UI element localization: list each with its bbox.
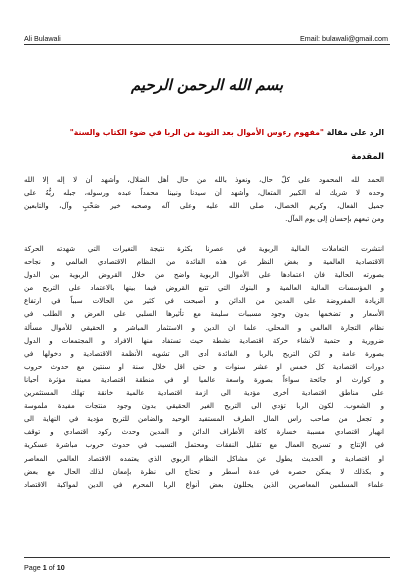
header-divider	[24, 44, 390, 45]
text-line: و كوارث او جائحة سواءاً بصورة واسعة عالميا او في منطقة اقتصادية معينة مؤثرة أحيانا	[24, 374, 384, 384]
text-line: الاقتصادية العالمية و بغض النظر عن هذه القائدة من النظام الاقتصادي العالمي و نجاحه	[24, 257, 384, 267]
text-line: بصورة عامة و لكن التربح بالربا و الفائدة أدى الى تشويه الأنظمة الاقتصادية و دخولها في	[24, 348, 384, 358]
text-line: و الشعوب. لكون الربا تؤدي الى التربح الغير الحقيقي بدون وجود منتجات مفيدة ملموسة	[24, 401, 384, 411]
text-line: انهيار اقتصادي مسببة خسارة كافة الأطراف الدائن و المدين وحدث ركود اقتصادي و توقف	[24, 427, 384, 437]
paragraph-1	[24, 173, 384, 225]
text-line: الزيادة المفروضة على المدين من الدائن و أصبحت في كثير من الحالات سبباً في ارتفاع	[24, 296, 384, 306]
text-line: انتشرت التعاملات المالية الربوية في عصرنا بكثرة نتيجة التغيرات التي شهدته الحركة	[24, 244, 384, 253]
text-line: بصورته الحالية فان اعتمادها على الأموال الربوية واضح من خلال القروض الربوية بين الدول	[24, 270, 384, 280]
page-total: 10	[56, 563, 65, 572]
article-title	[24, 128, 384, 137]
text-line: و تجعل من صاحب راس المال الطرف المستفيد الوحيد والضامن للتربح مؤدية في النهاية الى	[24, 414, 384, 424]
paragraph-2	[24, 242, 384, 491]
text-line: في الإنتاج و تسريح العمال مع تقليل النفقات ومحتمل التسبب في حدوث حروب مباشرة عسكرية	[24, 440, 384, 450]
text-line: جميل الفعال، وكريم الخصال، صلى الله عليه وعلى آله وصحبه خير صَحْبٍ وآل، والتابعين	[24, 201, 384, 211]
text-line: ضرورية و حتمية لأنشاء حركة اقتصادية نشطة حيث تستفاد منها الافراد و المجتمعات و الدول	[24, 335, 384, 345]
text-line: نظام التجارة العالمي و المحلي. علما ان الدين و الاستثمار المباشر و الحقيقي للأموال مسألة	[24, 322, 384, 332]
text-line: و المؤسسات المالية العالمية و البنوك التي تتبع القروض فيما بينها بالاعتماد على التربح من	[24, 283, 384, 293]
title-prefix: الرد على مقالة	[326, 128, 384, 137]
title-quote: "مفهوم رءوس الأموال بعد التوبة من الربا في ضوء الكتاب والسنة"	[69, 128, 324, 137]
text-line: وحده لا شريك له الكبير المتعال، وأشهد أن سيدنا ونبينا محمداً عبده ورسوله، جبله ربُّهُ على	[24, 188, 384, 198]
page-current: 1	[42, 563, 47, 572]
text-line: دورات اقتصادية كل خمس او عشر سنوات و حتى اقل خلال سنة او سنتين مع حدوث حروب	[24, 361, 384, 371]
page-label: Page	[24, 563, 41, 572]
footer-divider	[24, 557, 390, 558]
text-line: ومن تبعهم بإحسان إلى يوم المآل.	[285, 214, 384, 224]
page-of-label: of	[48, 563, 55, 572]
text-line: الأسعار و تضخمها بدون وجود مسببات سليمة مع تأثيرها السلبي على العرض و الطلب في	[24, 309, 384, 319]
text-line: على مناطق اقتصادية أخرى مؤدية الى ازمة اقتصادية عالمية خانقة تهلك المستثمرين	[24, 388, 384, 398]
header-author: Ali Bulawali	[24, 34, 61, 43]
text-line: و بكذلك لا يمكن حصره في عدة أسطر و تحتاج الى نظرة بإمعان لذلك الحال مع بعض	[24, 466, 384, 476]
section-heading: المقدمة	[351, 151, 384, 161]
text-line: او اقتصادية و الحديث يطول عن مشاكل النظام الربوي الذي يعتمده الاقتصاد العالمي المعاصر	[24, 453, 384, 463]
text-line: علماء المسلمين المعاصرين الذين يحللون بعض أنواع الربا المحرم في الدين لمواكبة الاقتصاد	[24, 479, 384, 489]
header-email: Email: bulawali@gmail.com	[300, 34, 388, 43]
page-number	[24, 563, 65, 572]
basmala-heading: بسم الله الرحمن الرحيم	[130, 76, 284, 94]
text-line: الحمد لله المحمود على كلّ حال، ونعوذ بالله من حال أهل الضلال، وأشهد أن لا إله إلا الله	[24, 175, 384, 184]
